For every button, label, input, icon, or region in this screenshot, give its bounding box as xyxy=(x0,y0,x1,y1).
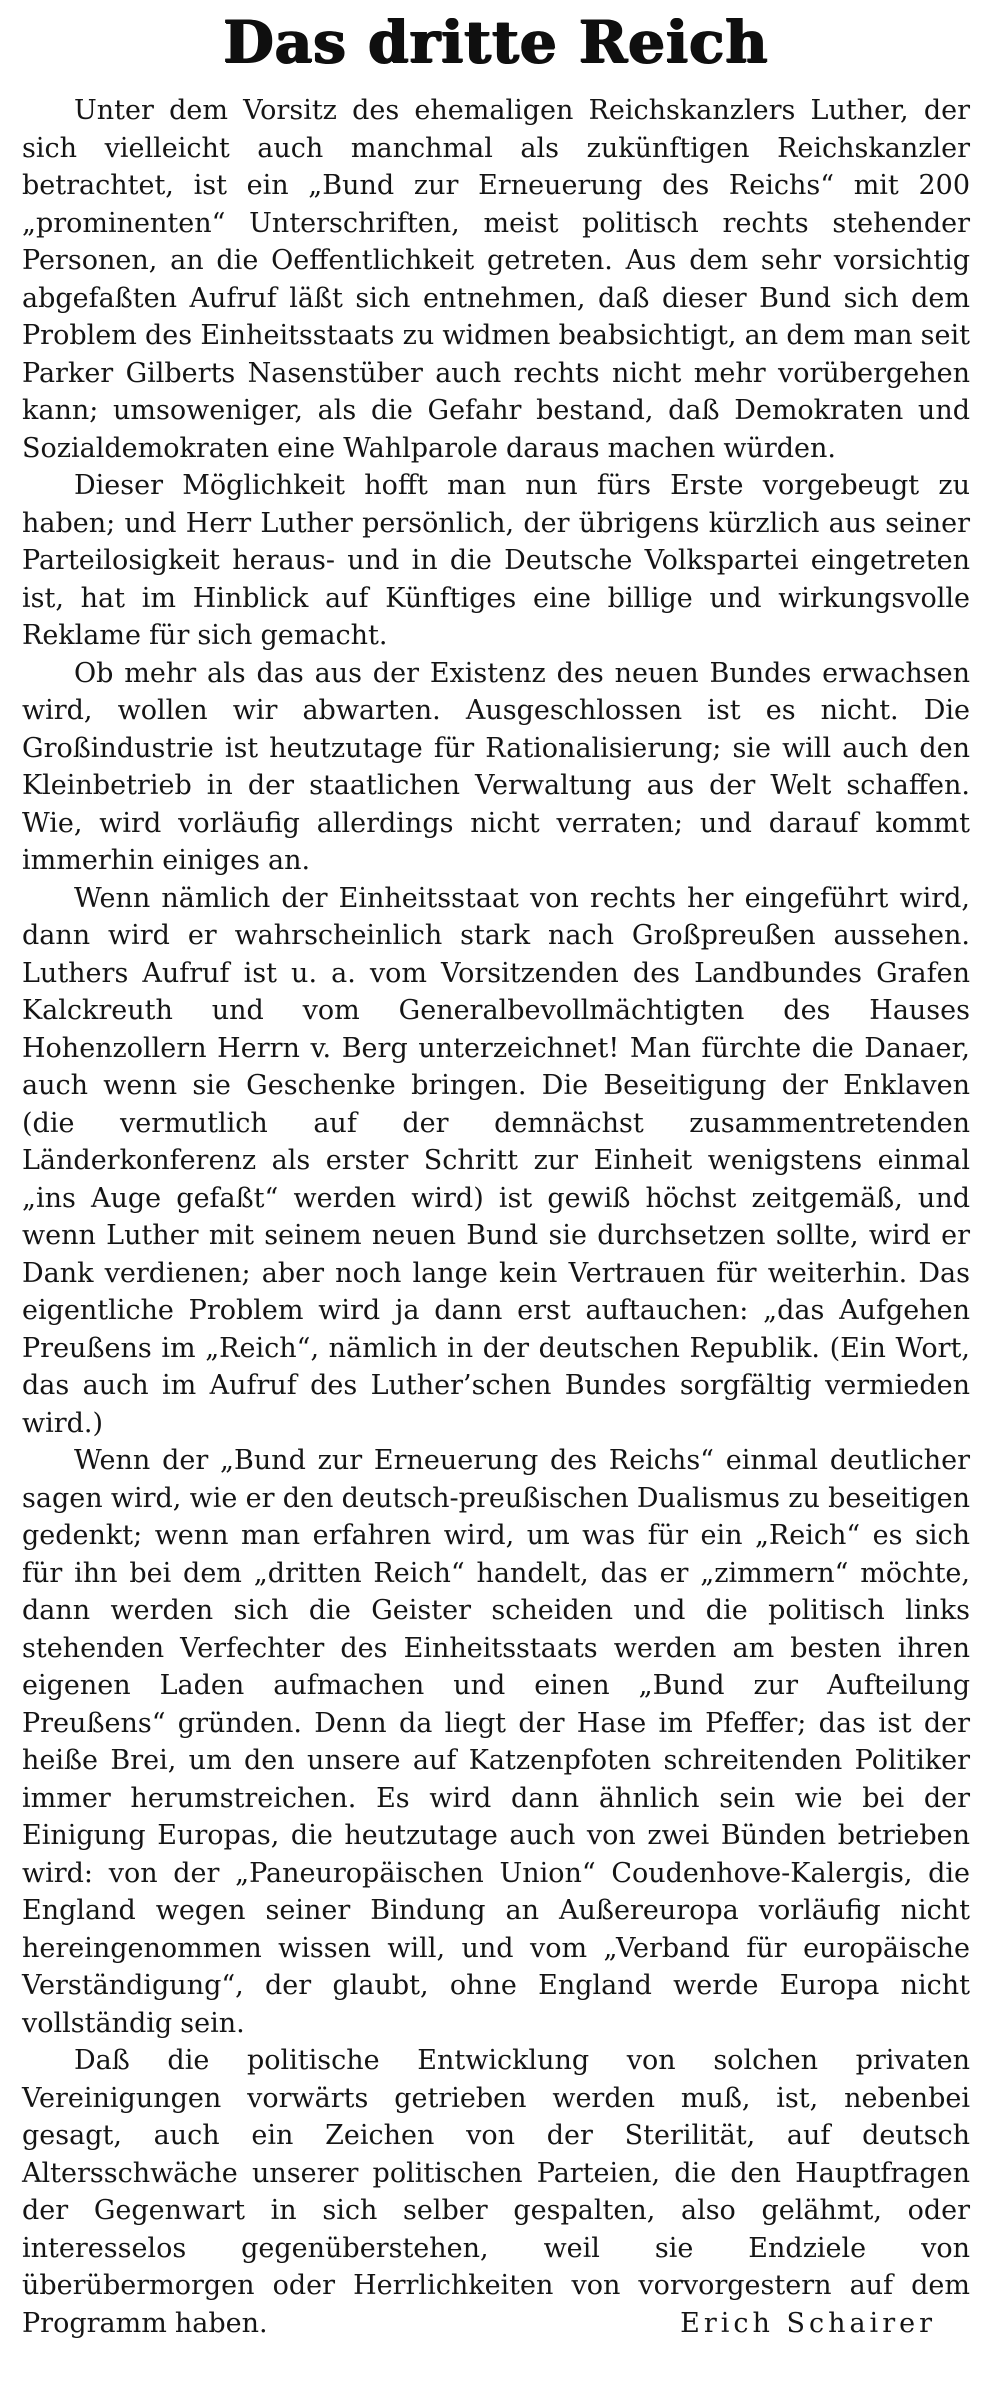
paragraph-6: Daß die politische Entwicklung von solchen privaten Vereinigungen vorwärts getrieben werden muß, ist, nebenbei gesagt, auch ein Zeichen von der Sterilität, auf deutsch Altersschwäche unserer politischen Parteien, die den Hauptfragen der Gegenwart in sich selber gespalten, also gelähmt, oder interesselos gegenüberstehen, weil sie Endziele von überübermorgen oder Herrlichkeiten von vorvorgestern auf dem Programm haben. xyxy=(22,2045,970,2339)
paragraph-2: Dieser Möglichkeit hofft man nun fürs Erste vorgebeugt zu haben; und Herr Luther persönlich, der übrigens kürzlich aus seiner Parteilosigkeit heraus- und in die Deutsche Volkspartei eingetreten ist, hat im Hinblick auf Künftiges eine billige und wirkungsvolle Reklame für sich gemacht. xyxy=(22,470,970,651)
paragraph-1: Unter dem Vorsitz des ehemaligen Reichskanzlers Luther, der sich vielleicht auch manchmal als zukünftigen Reichskanzler betrachtet, ist ein „Bund zur Erneuerung des Reichs“ mit 200 „prominenten“ Unterschriften, meist politisch rechts stehender Personen, an die Oeffentlichkeit getreten. Aus dem sehr vorsichtig abgefaßten Aufruf läßt sich entnehmen, daß dieser Bund sich dem Problem des Einheitsstaats zu widmen beabsichtigt, an dem man seit Parker Gilberts Nasenstüber auch rechts nicht mehr vorübergehen kann; umsoweniger, als die Gefahr bestand, daß Demokraten und Sozialdemokraten eine Wahlparole daraus machen würden. xyxy=(22,95,970,464)
paragraph-3: Ob mehr als das aus der Existenz des neuen Bundes erwachsen wird, wollen wir abwarten. Ausgeschlossen ist es nicht. Die Großindustrie ist heutzutage für Rationalisierung; sie will auch den Kleinbetrieb in der staatlichen Verwaltung aus der Welt schaffen. Wie, wird vorläufig allerdings nicht verraten; und darauf kommt immerhin einiges an. xyxy=(22,657,970,876)
article-body xyxy=(22,92,970,2342)
paragraph-4: Wenn nämlich der Einheitsstaat von rechts her eingeführt wird, dann wird er wahrscheinlich stark nach Großpreußen aussehen. Luthers Aufruf ist u. a. vom Vorsitzenden des Landbundes Grafen Kalckreuth und vom Generalbevollmächtigten des Hauses Hohenzollern Herrn v. Berg unterzeichnet! Man fürchte die Danaer, auch wenn sie Geschenke bringen. Die Beseitigung der Enklaven (die vermutlich auf der demnächst zusammentretenden Länderkonferenz als erster Schritt zur Einheit wenigstens einmal „ins Auge gefaßt“ werden wird) ist gewiß höchst zeitgemäß, und wenn Luther mit seinem neuen Bund sie durchsetzen sollte, wird er Dank verdienen; aber noch lange kein Vertrauen für weiterhin. Das eigentliche Problem wird ja dann erst auftauchen: „das Aufgehen Preußens im „Reich“, nämlich in der deutschen Republik. (Ein Wort, das auch im Aufruf des Luther’schen Bundes sorgfältig vermieden wird.) xyxy=(22,882,970,1439)
author-signature: Erich Schairer xyxy=(680,2307,936,2339)
paragraph-5: Wenn der „Bund zur Erneuerung des Reichs“ einmal deutlicher sagen wird, wie er den deutsch-preußischen Dualismus zu beseitigen gedenkt; wenn man erfahren wird, um was für ein „Reich“ es sich für ihn bei dem „dritten Reich“ handelt, das er „zimmern“ möchte, dann werden sich die Geister scheiden und die politisch links stehenden Verfechter des Einheitsstaats werden am besten ihren eigenen Laden aufmachen und einen „Bund zur Aufteilung Preußens“ gründen. Denn da liegt der Hase im Pfeffer; das ist der heiße Brei, um den unsere auf Katzenpfoten schreitenden Politiker immer herumstreichen. Es wird dann ähnlich sein wie bei der Einigung Europas, die heutzutage auch von zwei Bünden betrieben wird: von der „Paneuropäischen Union“ Coudenhove-Kalergis, die England wegen seiner Bindung an Außereuropa vorläufig nicht hereingenommen wissen will, und vom „Verband für europäische Verständigung“, der glaubt, ohne England werde Europa nicht vollständig sein. xyxy=(22,1445,970,2039)
article-title: Das dritte Reich xyxy=(223,8,769,76)
